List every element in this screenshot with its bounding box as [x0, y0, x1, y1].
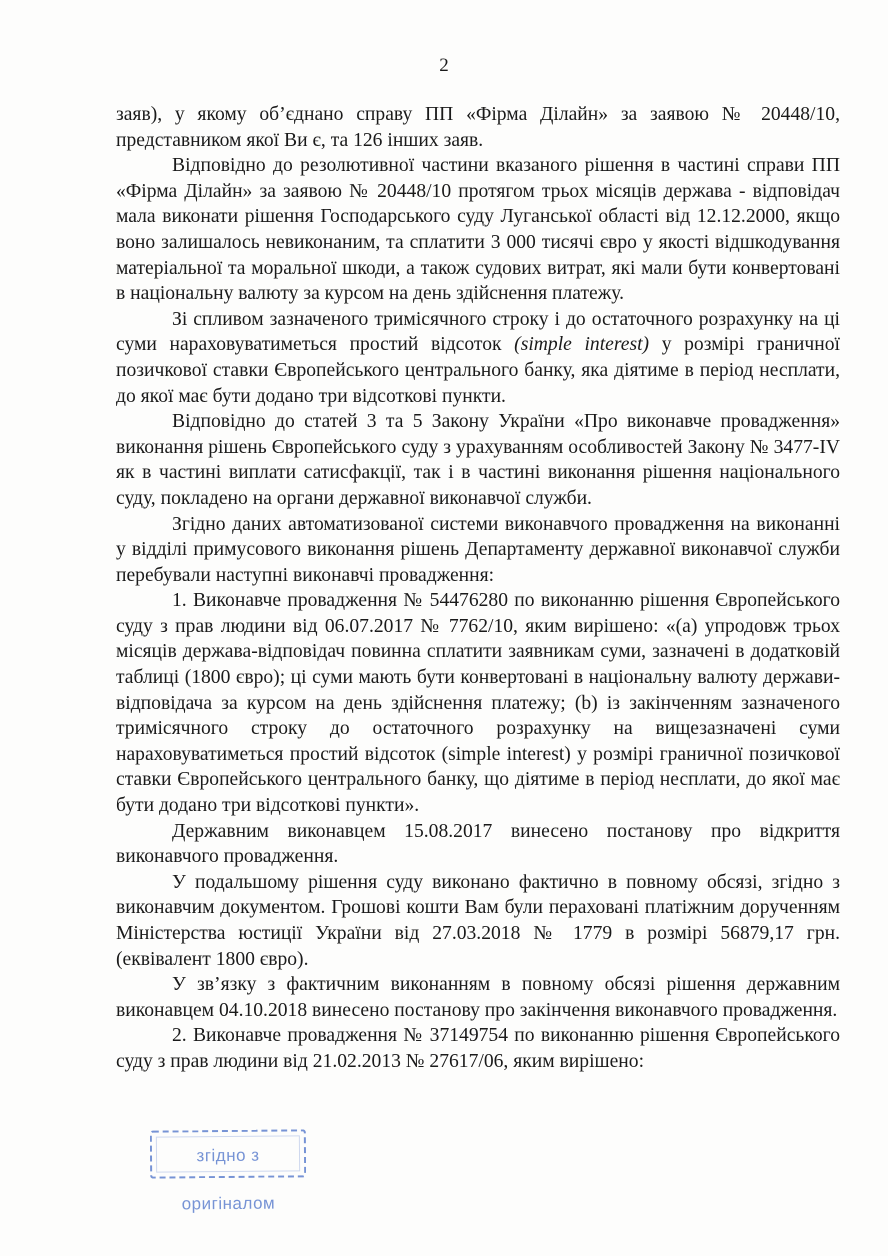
- paragraph-system-data: Згідно даних автоматизованої системи виконавчого провадження на виконанні у відділі примусового виконання рішень Департаменту державної виконавчої служби перебували наступні виконавчі провадження:: [116, 513, 840, 586]
- paragraph-payment: У подальшому рішення суду виконано фактично в повному обсязі, згідно з виконавчим документом. Грошові кошти Вам були пераховані платіжним дорученням Міністерства юстиції України від 27.03.2018 № 1779 в розмірі 56879,17 грн. (еквівалент 1800 євро).: [116, 871, 840, 970]
- paragraph-opening-decree: Державним виконавцем 15.08.2017 винесено постанову про відкриття виконавчого провадження.: [116, 820, 840, 868]
- paragraph-proceeding-1: 1. Виконавче провадження № 54476280 по виконанню рішення Європейського суду з прав людини від 06.07.2017 № 7762/10, яким вирішено: «(a) упродовж трьох місяців держава-відповідач повинна сплатити заявникам суми, зазначені в додатковій таблиці (1800 євро); ці суми мають бути конвертовані в національну валюту держави-відповідача за курсом на день здійснення платежу; (b) із закінченням зазначеного тримісячного строку до остаточного розрахунку на вищезазначені суми нараховуватиметься простий відсоток (simple interest) у розмірі граничної позичкової ставки Європейського центрального банку, що діятиме в період несплати, до якої має бути додано три відсоткові пункти».: [116, 590, 840, 817]
- paragraph-interest-text-after: у розмірі граничної позичкової ставки Європейського центрального банку, яка діятиме в період несплати, до якої має бути додано три відсоткові пункти.: [116, 334, 840, 407]
- simple-interest-italic: (simple interest): [514, 334, 650, 356]
- certified-copy-stamp: [150, 1129, 306, 1214]
- paragraph-interest-text-before: Зі спливом зазначеного тримісячного строку і до остаточного розрахунку на ці суми нараховуватиметься простий відсоток: [116, 308, 840, 356]
- paragraph-resolution: Відповідно до резолютивної частини вказаного рішення в частині справи ПП «Фірма Ділайн» за заявою № 20448/10 протягом трьох місяців держава - відповідач мала виконати рішення Господарського суду Луганської області від 12.12.2000, якщо воно залишалось невиконаним, та сплатити 3 000 тисячі євро у якості відшкодування матеріальної та моральної шкоди, а також судових витрат, які мали бути конвертовані в національну валюту за курсом на день здійснення платежу.: [116, 155, 840, 305]
- paragraph-continuation: заяв), у якому об’єднано справу ПП «Фірма Ділайн» за заявою № 20448/10, представником якої Ви є, та 126 інших заяв.: [116, 104, 840, 151]
- letter-body: [116, 102, 840, 1075]
- paragraph-proceeding-2: 2. Виконавче провадження № 37149754 по виконанню рішення Європейського суду з прав людини від 21.02.2013 № 27617/06, яким вирішено:: [116, 1025, 840, 1072]
- paragraph-law-reference: Відповідно до статей 3 та 5 Закону України «Про виконавче провадження» виконання рішень Європейського суду з урахуванням особливостей Закону № 3477-IV як в частині виплати сатисфакції, так і в частині виконання рішення національного суду, покладено на органи державної виконавчої служби.: [116, 411, 840, 509]
- stamp-inner-border: [156, 1135, 300, 1172]
- page-number: 2: [439, 55, 449, 76]
- paragraph-interest: [116, 307, 840, 409]
- paragraph-closing-decree: У зв’язку з фактичним виконанням в повному обсязі рішення державним виконавцем 04.10.2018 винесено постанову про закінчення виконавчого провадження.: [116, 974, 840, 1021]
- stamp-text: згідно з оригіналом: [181, 1145, 276, 1214]
